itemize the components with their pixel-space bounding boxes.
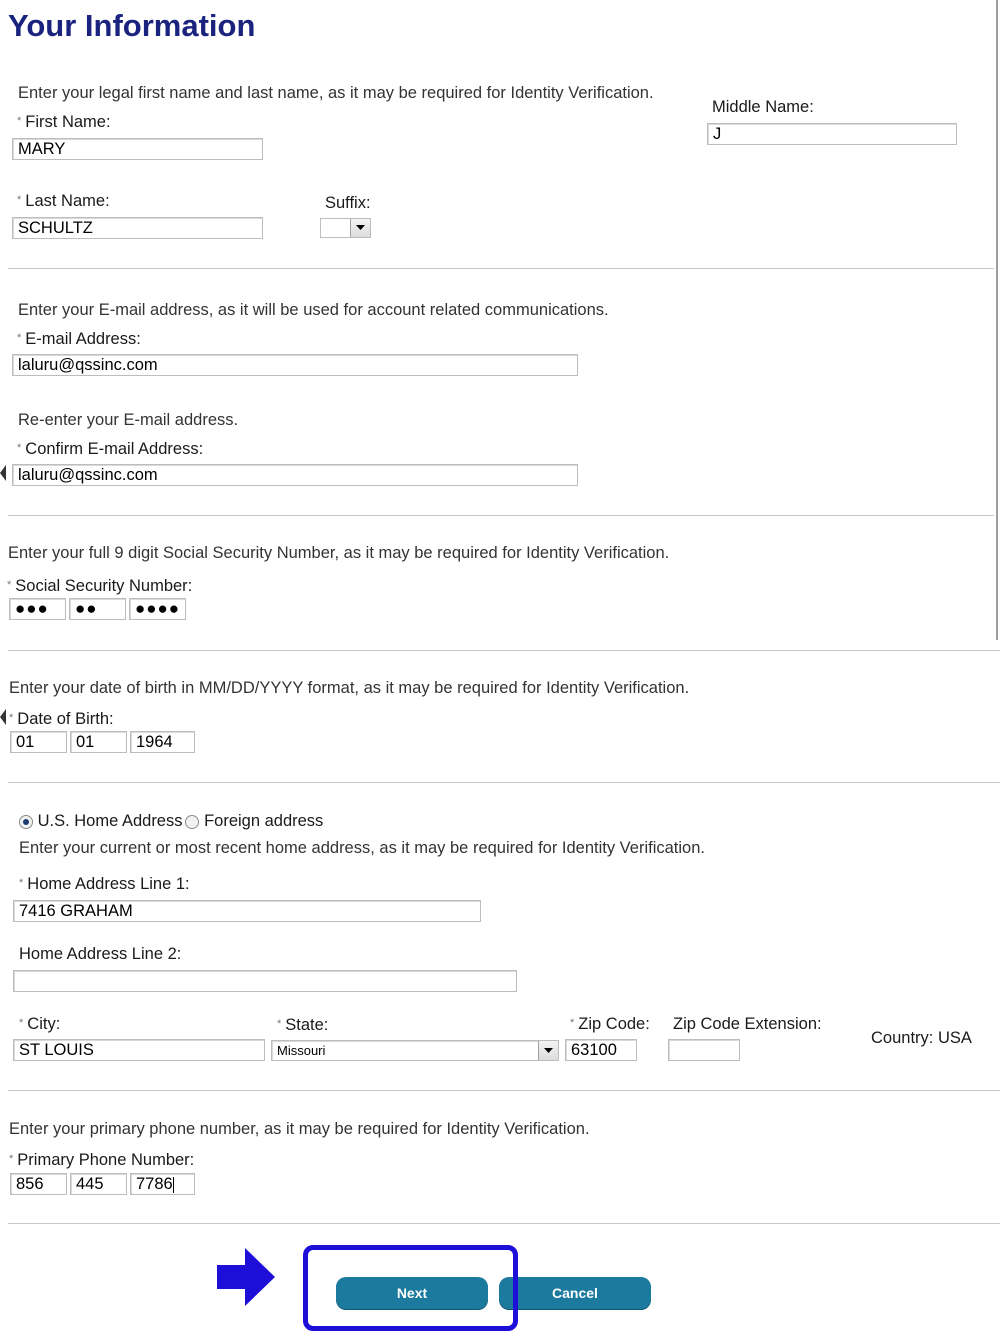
email-label: * E-mail Address: — [17, 330, 141, 348]
dob-label: * Date of Birth: — [9, 710, 114, 728]
section-divider — [8, 268, 994, 269]
dob-day-field[interactable]: 01 — [70, 731, 127, 753]
text-caret — [173, 1177, 174, 1193]
ssn-label: * Social Security Number: — [7, 577, 193, 595]
email-field[interactable]: laluru@qssinc.com — [12, 354, 578, 376]
left-pointer-icon — [0, 465, 6, 481]
city-label: * City: — [19, 1015, 61, 1033]
scrollbar-edge — [996, 0, 998, 640]
zip-extension-label: Zip Code Extension: — [673, 1015, 822, 1033]
state-label: * State: — [277, 1016, 329, 1034]
section-divider — [8, 1223, 1000, 1224]
middle-name-field[interactable]: J — [707, 123, 957, 145]
dob-month-field[interactable]: 01 — [10, 731, 67, 753]
first-name-label: * First Name: — [17, 113, 111, 131]
reenter-email-instruction: Re-enter your E-mail address. — [18, 411, 239, 429]
phone-instruction: Enter your primary phone number, as it may be required for Identity Verification. — [9, 1120, 590, 1138]
phone-label: * Primary Phone Number: — [9, 1151, 195, 1169]
required-marker: * — [19, 1017, 24, 1029]
address-line1-field[interactable]: 7416 GRAHAM — [13, 900, 481, 922]
foreign-address-label[interactable]: Foreign address — [204, 812, 324, 830]
ssn-instruction: Enter your full 9 digit Social Security Number, as it may be required for Identity Verification. — [8, 544, 670, 562]
section-divider — [8, 1090, 1000, 1091]
required-marker: * — [9, 712, 14, 724]
required-marker: * — [17, 194, 22, 206]
left-pointer-icon — [0, 709, 6, 725]
required-marker: * — [570, 1017, 575, 1029]
dob-instruction: Enter your date of birth in MM/DD/YYYY format, as it may be required for Identity Verification. — [9, 679, 690, 697]
phone-line-field[interactable]: 7786 — [130, 1173, 195, 1195]
zip-extension-field[interactable] — [668, 1039, 740, 1061]
name-instruction: Enter your legal first name and last name, as it may be required for Identity Verification. — [18, 84, 654, 102]
right-arrow-icon — [217, 1248, 275, 1306]
address-line2-label: Home Address Line 2: — [19, 945, 182, 963]
next-button-highlight — [303, 1245, 518, 1331]
section-divider — [8, 782, 1000, 783]
address-type-group — [19, 812, 323, 831]
page-title: Your Information — [8, 8, 256, 43]
country-text: Country: USA — [871, 1029, 972, 1047]
zip-field[interactable]: 63100 — [565, 1039, 637, 1061]
ssn-part2-field[interactable]: ●● — [69, 598, 126, 620]
cancel-button[interactable]: Cancel — [499, 1277, 651, 1309]
phone-prefix-field[interactable]: 445 — [70, 1173, 127, 1195]
ssn-part3-field[interactable]: ●●●● — [129, 598, 186, 620]
address-instruction: Enter your current or most recent home address, as it may be required for Identity Verification. — [19, 839, 705, 857]
ssn-part1-field[interactable]: ●●● — [9, 598, 66, 620]
phone-area-field[interactable]: 856 — [10, 1173, 67, 1195]
chevron-down-icon[interactable] — [538, 1041, 558, 1060]
confirm-email-field[interactable]: laluru@qssinc.com — [12, 464, 578, 486]
first-name-field[interactable]: MARY — [12, 138, 263, 160]
required-marker: * — [9, 1153, 14, 1165]
address-line2-field[interactable] — [13, 970, 517, 992]
suffix-label: Suffix: — [325, 194, 371, 212]
section-divider — [8, 650, 1000, 651]
last-name-label: * Last Name: — [17, 192, 110, 210]
us-address-label[interactable]: U.S. Home Address — [37, 812, 183, 830]
city-field[interactable]: ST LOUIS — [13, 1039, 265, 1061]
foreign-address-radio[interactable] — [185, 815, 199, 829]
required-marker: * — [17, 332, 22, 344]
middle-name-label: Middle Name: — [712, 98, 814, 116]
us-address-radio[interactable] — [19, 815, 33, 829]
required-marker: * — [277, 1018, 282, 1030]
state-select[interactable] — [271, 1040, 559, 1061]
suffix-select[interactable] — [320, 218, 371, 238]
zip-label: * Zip Code: — [570, 1015, 650, 1033]
required-marker: * — [17, 115, 22, 127]
chevron-down-icon[interactable] — [350, 219, 370, 237]
dob-year-field[interactable]: 1964 — [130, 731, 195, 753]
confirm-email-label: * Confirm E-mail Address: — [17, 440, 204, 458]
section-divider — [8, 515, 994, 516]
required-marker: * — [17, 442, 22, 454]
required-marker: * — [7, 579, 12, 591]
address-line1-label: * Home Address Line 1: — [19, 875, 190, 893]
next-button[interactable]: Next — [336, 1277, 488, 1309]
last-name-field[interactable]: SCHULTZ — [12, 217, 263, 239]
email-instruction: Enter your E-mail address, as it will be used for account related communications. — [18, 301, 609, 319]
required-marker: * — [19, 877, 24, 889]
state-value: Missouri — [277, 1043, 326, 1058]
